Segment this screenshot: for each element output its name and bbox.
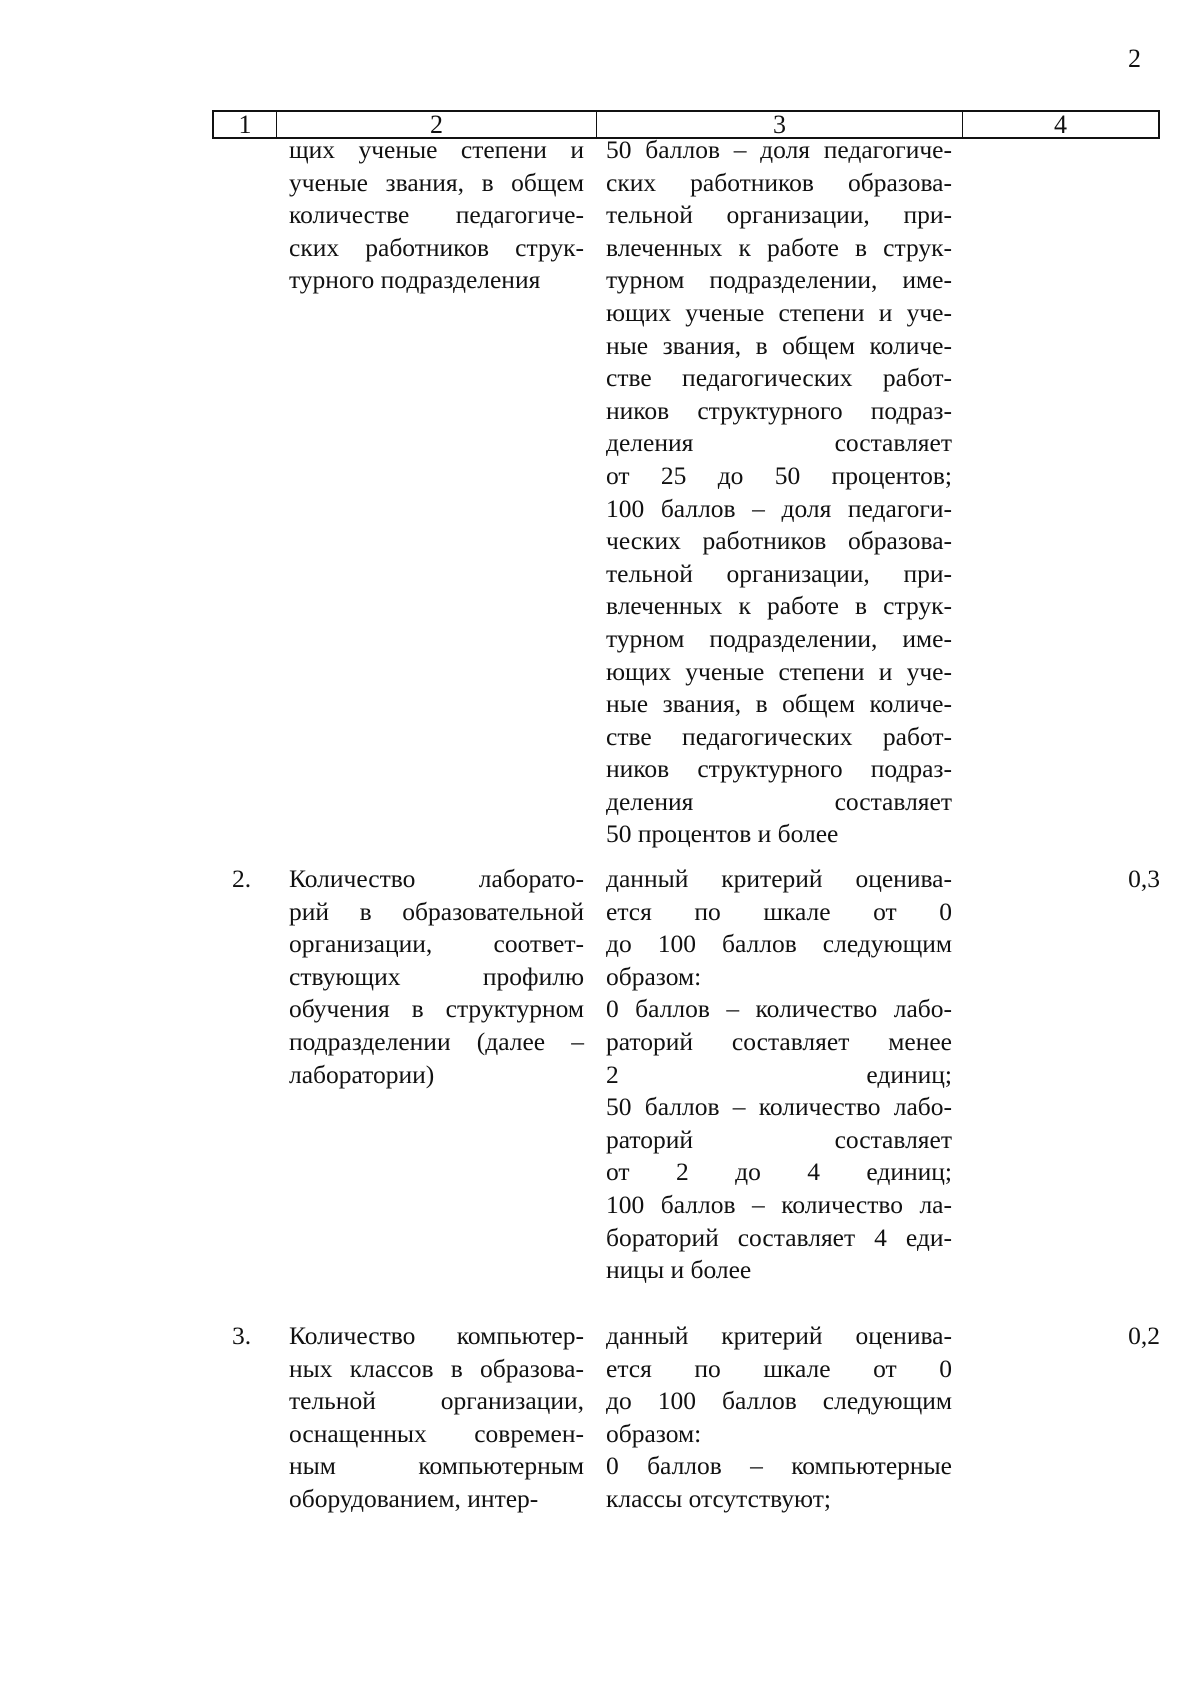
text-line: ников структурного подраз- <box>606 754 952 784</box>
text-line: оборудованием, интер- <box>289 1483 539 1513</box>
text-line: 100 баллов – количество ла- <box>606 1189 952 1219</box>
text-line: 100 баллов – доля педагоги- <box>606 493 952 523</box>
text-line: до 100 баллов следующим <box>606 929 952 959</box>
text-line: 50 баллов – количество лабо- <box>606 1092 952 1122</box>
text-line: обучения в структурном <box>289 994 584 1024</box>
text-line: турном подразделении, име- <box>606 265 952 295</box>
text-line: турном подразделении, име- <box>606 623 952 653</box>
text-line: 0 баллов – количество лабо- <box>606 994 952 1024</box>
header-col-3: 3 <box>597 112 963 137</box>
row-cont-criteria <box>606 134 952 851</box>
text-line: ников структурного подраз- <box>606 395 952 425</box>
text-line: бораторий составляет 4 еди- <box>606 1222 952 1252</box>
row-cont-indicator <box>289 134 584 297</box>
text-line: щих ученые степени и <box>289 135 584 164</box>
text-line: раторий составляет менее <box>606 1026 952 1056</box>
text-line: до 100 баллов следующим <box>606 1386 952 1416</box>
text-line: деления составляет <box>606 428 952 458</box>
text-line: ских работников струк- <box>289 232 584 262</box>
text-line: от 2 до 4 единиц; <box>606 1157 952 1187</box>
text-line: количестве педагогиче- <box>289 200 584 230</box>
text-line: от 25 до 50 процентов; <box>606 460 952 490</box>
text-line: ных классов в образова- <box>289 1353 584 1383</box>
text-line: ные звания, в общем количе- <box>606 330 952 360</box>
text-line: влеченных к работе в струк- <box>606 232 952 262</box>
text-line: турного подразделения <box>289 265 541 295</box>
text-line: ствующих профилю <box>289 961 584 991</box>
text-line: тельной организации, при- <box>606 558 952 588</box>
text-line: 2 единиц; <box>606 1059 952 1089</box>
text-line: раторий составляет <box>606 1124 952 1154</box>
row-3-number: 3. <box>232 1321 252 1350</box>
text-line: 50 баллов – доля педагогиче- <box>606 135 952 164</box>
text-line: ских работников образова- <box>606 167 952 197</box>
text-line: ческих работников образова- <box>606 526 952 556</box>
header-col-4: 4 <box>1054 109 1067 139</box>
row-2-criteria <box>606 863 952 1287</box>
row-3-criteria <box>606 1320 952 1516</box>
text-line: ющих ученые степени и уче- <box>606 297 952 327</box>
text-line: ным компьютерным <box>289 1451 584 1481</box>
text-line: деления составляет <box>606 786 952 816</box>
text-line: лаборатории) <box>289 1059 435 1089</box>
text-line: оснащенных современ- <box>289 1418 584 1448</box>
text-line: образом: <box>606 1418 702 1448</box>
text-line: ющих ученые степени и уче- <box>606 656 952 686</box>
header-col-2: 2 <box>277 112 597 137</box>
text-line: 0 баллов – компьютерные <box>606 1451 952 1481</box>
text-line: влеченных к работе в струк- <box>606 591 952 621</box>
text-line: тельной организации, при- <box>606 200 952 230</box>
text-line: данный критерий оценива- <box>606 864 952 893</box>
text-line: рий в образовательной <box>289 896 584 926</box>
row-3-indicator <box>289 1320 584 1516</box>
text-line: ется по шкале от 0 <box>606 1353 952 1383</box>
text-line: данный критерий оценива- <box>606 1321 952 1350</box>
text-line: Количество лаборато- <box>289 864 584 893</box>
text-line: стве педагогических работ- <box>606 721 952 751</box>
page-number: 2 <box>1128 44 1141 73</box>
row-2-number: 2. <box>232 864 252 893</box>
row-3-weight: 0,2 <box>1128 1321 1160 1350</box>
text-line: образом: <box>606 961 702 991</box>
text-line: классы отсутствуют; <box>606 1483 831 1513</box>
text-line: тельной организации, <box>289 1386 584 1416</box>
text-line: стве педагогических работ- <box>606 363 952 393</box>
text-line: подразделении (далее – <box>289 1026 584 1056</box>
text-line: организации, соответ- <box>289 929 584 959</box>
text-line: ницы и более <box>606 1255 752 1285</box>
row-2-indicator <box>289 863 584 1091</box>
text-line: Количество компьютер- <box>289 1321 584 1350</box>
text-line: ученые звания, в общем <box>289 167 584 197</box>
row-2-weight: 0,3 <box>1128 864 1160 893</box>
header-col-1: 1 <box>214 112 277 137</box>
text-line: 50 процентов и более <box>606 819 839 849</box>
text-line: ется по шкале от 0 <box>606 896 952 926</box>
text-line: ные звания, в общем количе- <box>606 689 952 719</box>
